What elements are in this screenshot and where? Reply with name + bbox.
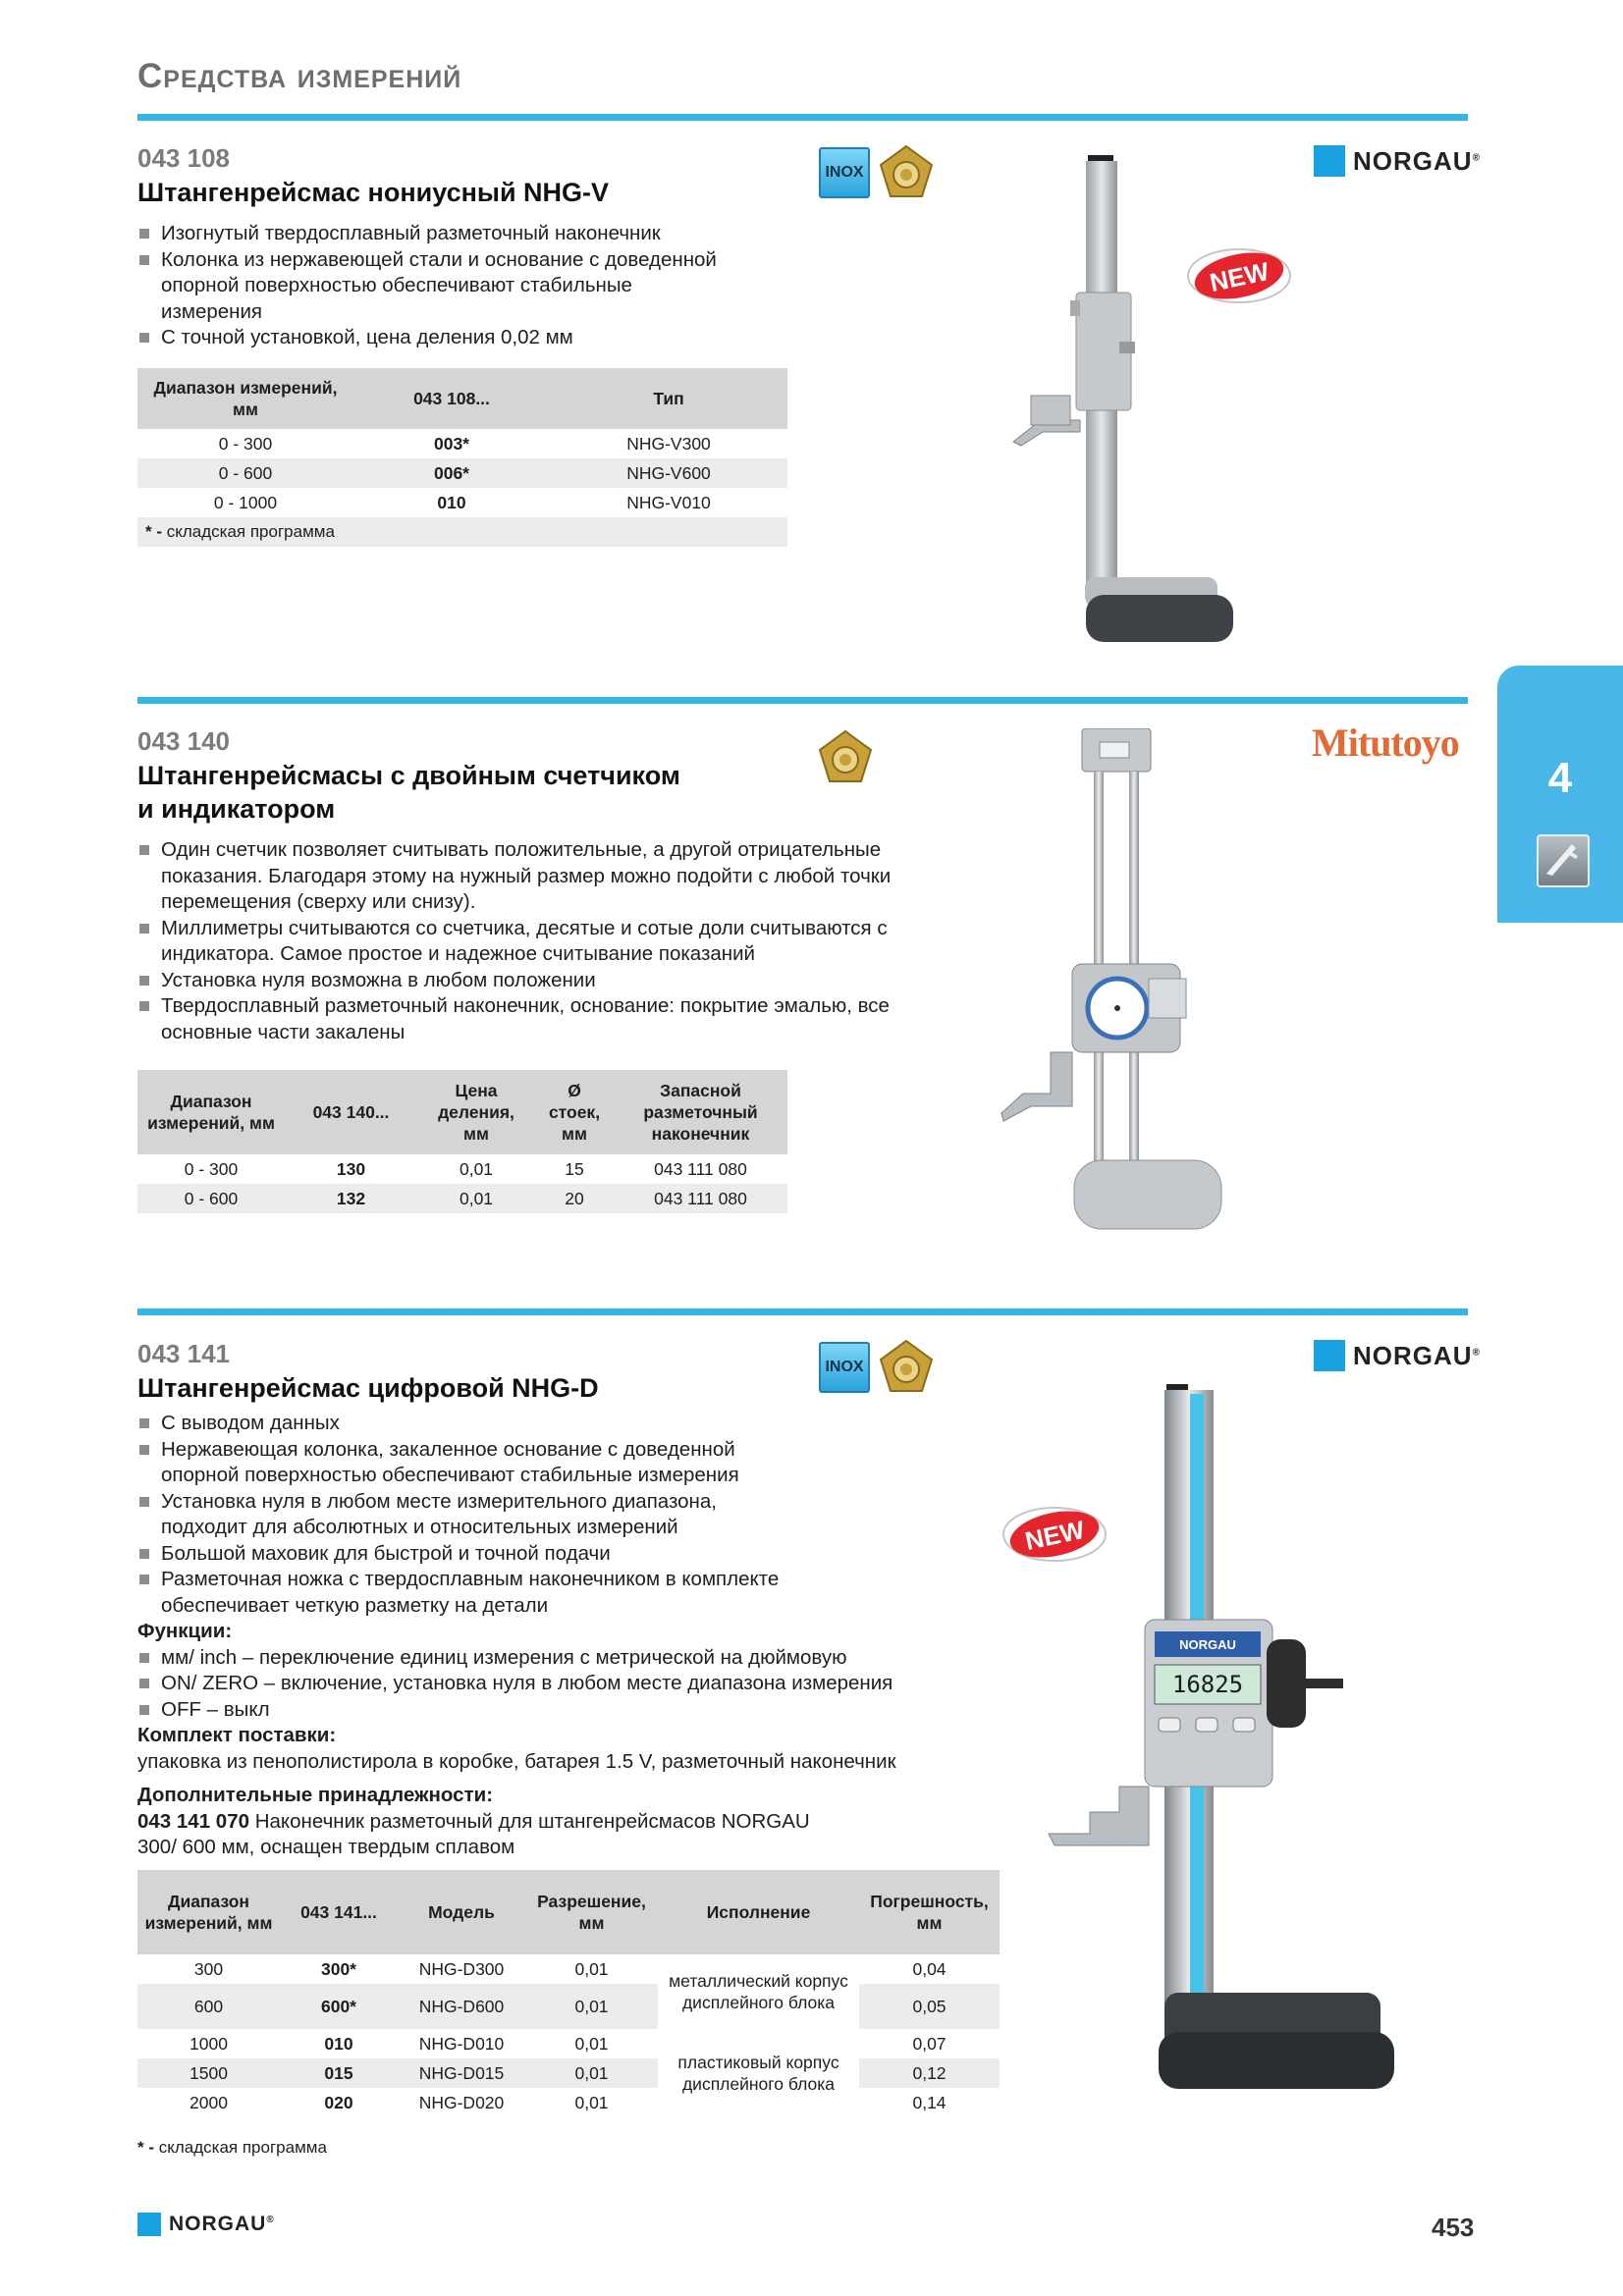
kit-text: упаковка из пенополистирола в коробке, батарея 1.5 V, разметочный наконечник [137, 1749, 896, 1773]
column-header: Диапазон измерений, мм [137, 368, 353, 429]
function-item: мм/ inch – переключение единиц измерения с метрической на дюймовую [137, 1645, 923, 1672]
norgau-square-icon [1314, 145, 1345, 177]
table-cell: NHG-D600 [398, 1984, 525, 2029]
spec-table-043140 [137, 1070, 787, 1213]
mitutoyo-logo: Mitutoyo [1312, 721, 1459, 765]
product-title-line2: и индикатором [137, 794, 336, 824]
section-rule [137, 1308, 1468, 1315]
norgau-wordmark: NORGAU® [169, 2213, 275, 2235]
norgau-wordmark: NORGAU® [1353, 145, 1481, 176]
feature-item: Колонка из нержавеющей стали и основание с доведенной опорной поверхностью обеспечивают стабильные измерения [137, 247, 727, 326]
feature-list [137, 837, 893, 1045]
table-cell: 0,01 [525, 1984, 658, 2029]
table-row [137, 1954, 1000, 1984]
product-title: Штангенрейсмас цифровой NHG-D [137, 1373, 599, 1403]
column-header: Диапазон измерений, мм [137, 1870, 280, 1954]
accessory-item [137, 1809, 923, 1836]
table-cell: 0 - 300 [218, 433, 273, 454]
table-cell: 20 [535, 1184, 614, 1213]
table-cell: NHG-V600 [550, 458, 787, 488]
feature-item: Твердосплавный разметочный наконечник, основание: покрытие эмалью, все основные части закалены [137, 993, 893, 1045]
table-row [137, 2088, 1000, 2117]
table-cell: 0,01 [459, 1158, 494, 1179]
dual-counter-height-gauge-image [992, 728, 1247, 1239]
accessory-text: Наконечник разметочный для штангенрейсмасов NORGAU [254, 1809, 810, 1833]
product-title: Штангенрейсмас нониусный NHG-V [137, 178, 610, 207]
table-cell: 0,01 [574, 2092, 609, 2112]
new-badge-text: NEW [1022, 1514, 1087, 1556]
chapter-number: 4 [1547, 754, 1573, 802]
product-code: 043 108 [137, 143, 230, 173]
table-cell: 0 - 600 [137, 458, 353, 488]
table-cell: 020 [324, 2092, 353, 2112]
table-cell: 0,04 [912, 1958, 947, 1979]
footnote-text: складская программа [166, 522, 335, 541]
product-code: 043 140 [137, 726, 230, 756]
table-cell: 0,01 [574, 1958, 609, 1979]
table-cell: NHG-D015 [398, 2058, 525, 2088]
accessory-code: 043 141 070 [137, 1809, 250, 1833]
footer-norgau-logo [137, 2213, 275, 2236]
table-cell: 1000 [189, 2033, 228, 2054]
table-cell: 600 [137, 1984, 280, 2029]
section-rule [137, 697, 1468, 704]
new-badge-text: NEW [1207, 255, 1271, 297]
display-brand-text: NORGAU [1179, 1637, 1236, 1652]
accessory-text-line2: 300/ 600 мм, оснащен твердым сплавом [137, 1836, 515, 1858]
table-row [137, 458, 787, 488]
column-header: 043 140... [285, 1070, 417, 1154]
table-cell: 0 - 300 [184, 1158, 239, 1179]
execution-cell: металлический корпус дисплейного блока [658, 1954, 859, 2029]
feature-item: Миллиметры считываются со счетчика, десятые и сотые доли считываются с индикатора. Самое простое и надежное считывание показаний [137, 916, 893, 968]
column-header: Модель [398, 1870, 525, 1954]
table-cell: 132 [285, 1184, 417, 1213]
feature-item: С выводом данных [137, 1411, 785, 1437]
table-cell: 0,07 [912, 2033, 947, 2054]
feature-item: Разметочная ножка с твердосплавным наконечником в комплекте обеспечивает четкую разметку на детали [137, 1567, 785, 1619]
product-code: 043 141 [137, 1339, 230, 1368]
feature-item: Установка нуля возможна в любом положении [137, 968, 893, 994]
feature-item: Нержавеющая колонка, закаленное основание с доведенной опорной поверхностью обеспечивают стабильные измерения [137, 1437, 785, 1489]
column-header: 043 108... [353, 368, 550, 429]
column-header: Цена деления, мм [417, 1070, 535, 1154]
table-row [137, 1984, 1000, 2029]
table-row [137, 1184, 787, 1213]
table-cell: 003* [433, 433, 469, 454]
column-header: Запасной разметочный наконечник [614, 1070, 787, 1154]
table-cell: 010 [437, 492, 466, 512]
spec-table-043108 [137, 368, 787, 547]
caliper-icon [1537, 834, 1590, 887]
norgau-logo [1314, 145, 1481, 177]
table-footnote [137, 517, 787, 547]
page-header-title: Средства измерений [137, 57, 462, 95]
inox-badge: INOX [819, 147, 870, 198]
norgau-square-icon [1314, 1340, 1345, 1371]
table-row [137, 429, 787, 458]
table-cell: 2000 [189, 2092, 228, 2112]
footnote-mark: * - [137, 2138, 154, 2157]
table-cell: NHG-D010 [418, 2033, 505, 2054]
table-cell: 010 [324, 2033, 353, 2054]
digital-height-gauge-image [1041, 1384, 1414, 2101]
column-header: Диапазон измерений, мм [137, 1070, 285, 1154]
function-item: OFF – выкл [137, 1697, 923, 1724]
chapter-tab[interactable] [1497, 666, 1623, 923]
table-cell: 300 [193, 1958, 224, 1979]
table-cell: 1500 [137, 2058, 280, 2088]
quality-seal-icon [878, 1338, 935, 1395]
table-cell: 300* [320, 1958, 356, 1979]
footnote-mark: * - [145, 522, 162, 541]
column-header: Погрешность, мм [859, 1870, 1000, 1954]
quality-seal-icon [878, 143, 935, 200]
table-row [137, 1154, 787, 1184]
norgau-square-icon [137, 2213, 161, 2236]
column-header: Исполнение [658, 1870, 859, 1954]
header-rule [137, 114, 1468, 121]
feature-item: Один счетчик позволяет считывать положительные, а другой отрицательные показания. Благодаря этому на нужный размер можно подойти с любой точки перемещения (сверху или снизу). [137, 837, 893, 916]
table-cell: 0,05 [859, 1984, 1000, 2029]
table-cell: 15 [565, 1158, 584, 1179]
feature-list [137, 221, 727, 351]
table-cell: NHG-D020 [418, 2092, 505, 2112]
product-043141 [137, 1339, 923, 1861]
functions-list [137, 1645, 923, 1724]
functions-heading: Функции: [137, 1620, 233, 1642]
table-cell: 130 [336, 1158, 366, 1179]
accessories-heading: Дополнительные принадлежности: [137, 1784, 494, 1806]
table-cell: 0,12 [859, 2058, 1000, 2088]
footnote-text: складская программа [158, 2138, 327, 2157]
inox-badge: INOX [819, 1342, 870, 1393]
table-cell: NHG-V010 [626, 492, 711, 512]
table-cell: 0,14 [912, 2092, 947, 2112]
column-header: Разрешение, мм [525, 1870, 658, 1954]
table-cell: 015 [280, 2058, 398, 2088]
table-row [137, 488, 787, 517]
table-cell: 600* [280, 1984, 398, 2029]
norgau-wordmark: NORGAU® [1353, 1340, 1481, 1370]
product-043140 [137, 726, 903, 1045]
quality-seal-icon [817, 728, 874, 785]
feature-item: С точной установкой, цена деления 0,02 мм [137, 325, 727, 351]
column-header: Тип [550, 368, 787, 429]
function-item: ON/ ZERO – включение, установка нуля в любом месте диапазона измерения [137, 1671, 923, 1697]
feature-list [137, 1411, 785, 1619]
feature-item: Установка нуля в любом месте измерительного диапазона, подходит для абсолютных и относительных измерений [137, 1489, 785, 1541]
page-number: 453 [1432, 2213, 1475, 2242]
table-row [137, 2058, 1000, 2088]
table-cell: 006* [353, 458, 550, 488]
table-row [137, 2029, 1000, 2058]
product-title-line1: Штангенрейсмасы с двойным счетчиком [137, 761, 680, 790]
column-header: Ø стоек, мм [535, 1070, 614, 1154]
execution-cell: пластиковый корпус дисплейного блока [658, 2029, 859, 2117]
norgau-logo [1314, 1340, 1481, 1371]
table-footnote [137, 2138, 327, 2158]
table-cell: 0,01 [574, 2033, 609, 2054]
table-cell: 0,01 [525, 2058, 658, 2088]
feature-item: Изогнутый твердосплавный разметочный наконечник [137, 221, 727, 247]
table-cell: NHG-D300 [418, 1958, 505, 1979]
display-readout: 16825 [1171, 1671, 1244, 1698]
table-cell: 043 111 080 [654, 1158, 747, 1179]
vernier-height-gauge-image [992, 155, 1247, 656]
column-header: 043 141... [280, 1870, 398, 1954]
table-cell: 0 - 600 [137, 1184, 285, 1213]
table-cell: 0 - 1000 [213, 492, 278, 512]
feature-item: Большой маховик для быстрой и точной подачи [137, 1541, 785, 1568]
spec-table-043141 [137, 1870, 1000, 2117]
table-cell: 043 111 080 [614, 1184, 787, 1213]
kit-heading: Комплект поставки: [137, 1724, 337, 1746]
table-cell: NHG-V300 [626, 433, 711, 454]
table-cell: 0,01 [417, 1184, 535, 1213]
